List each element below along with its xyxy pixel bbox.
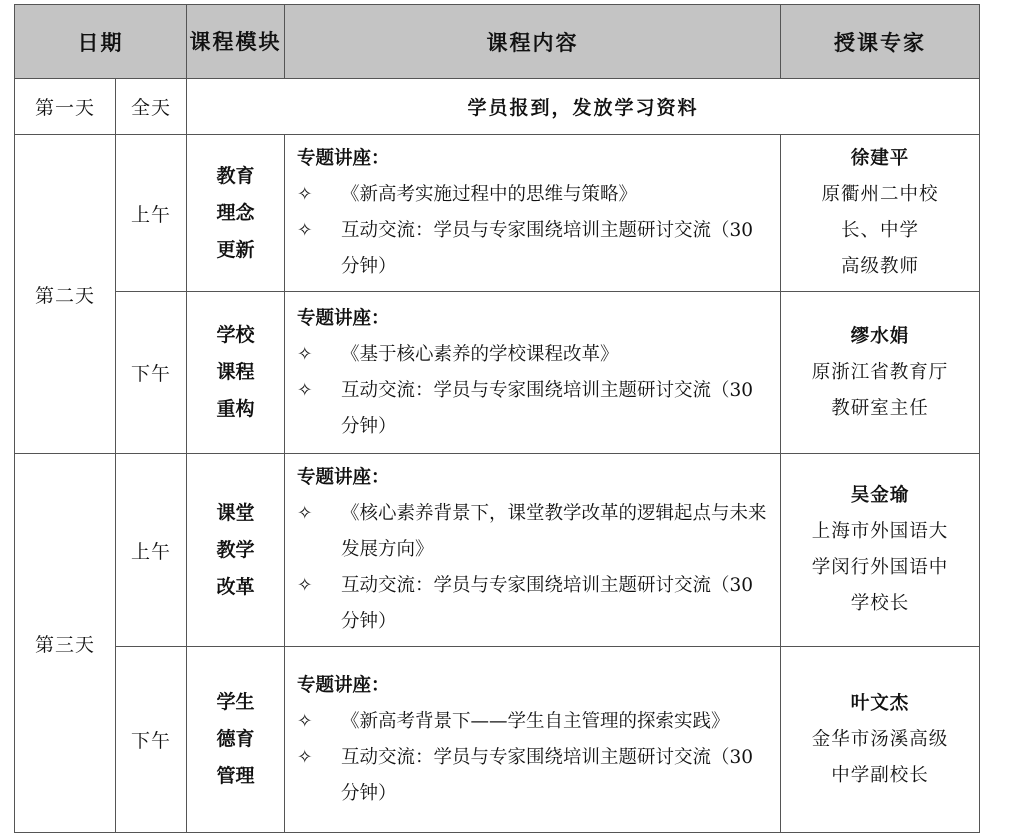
lecture-title: 专题讲座： [297,148,390,169]
module-line: 教育 [216,164,255,187]
day3-pm-module [187,647,285,833]
list-item: ✧ 互动交流：学员与专家围绕培训主题研讨交流（30 分钟） [297,213,772,285]
lecture-title: 专题讲座： [297,307,390,329]
header-date: 日期 [15,5,187,79]
expert-desc: 高级教师 [840,256,919,277]
expert-desc: 学校长 [850,593,910,614]
day2-pm-row [15,292,980,454]
expert-desc: 中学副校长 [831,764,929,786]
day2-am-expert [781,135,980,292]
expert-desc: 学闵行外国语中 [811,557,949,578]
day3-pm-row [15,647,980,833]
header-module: 课程模块 [187,5,285,79]
day3-am-expert [781,454,980,647]
diamond-bullet-icon: ✧ [297,746,313,768]
expert-desc: 原衢州二中校 [821,184,939,205]
day1-period: 全天 [116,79,187,135]
list-item: ✧ 互动交流：学员与专家围绕培训主题研讨交流（30 分钟） [297,373,772,445]
module-line: 改革 [216,575,255,598]
expert-name: 徐建平 [850,148,910,169]
module-line: 学校 [216,324,255,346]
training-schedule-table [14,4,980,833]
day2-label: 第二天 [15,135,116,454]
expert-desc: 金华市汤溪高级 [811,728,949,750]
expert-name: 吴金瑜 [850,485,910,506]
module-line: 管理 [216,765,255,787]
day1-row [15,79,980,135]
day2-pm-period: 下午 [116,292,187,454]
day3-am-content [285,454,781,647]
diamond-bullet-icon: ✧ [297,710,313,732]
list-item: ✧ 《新高考背景下——学生自主管理的探索实践》 [297,704,772,740]
day2-pm-content [285,292,781,454]
module-line: 更新 [216,238,255,261]
day2-am-row [15,135,980,292]
expert-desc: 长、中学 [840,220,919,241]
day3-label: 第三天 [15,454,116,833]
expert-desc: 教研室主任 [831,397,929,419]
module-line: 重构 [216,398,255,420]
diamond-bullet-icon: ✧ [297,379,313,401]
day2-pm-expert [781,292,980,454]
header-row [15,5,980,79]
list-item: ✧ 互动交流：学员与专家围绕培训主题研讨交流（30 分钟） [297,568,772,640]
expert-desc: 原浙江省教育厅 [811,361,949,383]
module-line: 课堂 [216,501,255,524]
lecture-title: 专题讲座： [297,674,390,696]
day3-pm-content [285,647,781,833]
module-line: 教学 [216,538,255,561]
module-line: 课程 [216,361,255,383]
header-expert: 授课专家 [781,5,980,79]
expert-name: 缪水娟 [850,325,910,347]
expert-desc: 上海市外国语大 [811,521,949,542]
list-item: ✧ 互动交流：学员与专家围绕培训主题研讨交流（30 分钟） [297,740,772,812]
list-item: ✧ 《核心素养背景下，课堂教学改革的逻辑起点与未来发展方向》 [297,496,772,568]
expert-name: 叶文杰 [850,692,910,714]
lecture-title: 专题讲座： [297,467,390,488]
day2-pm-module [187,292,285,454]
day3-am-module [187,454,285,647]
module-line: 理念 [216,201,255,224]
module-line: 德育 [216,728,255,750]
diamond-bullet-icon: ✧ [297,220,313,241]
day1-note: 学员报到，发放学习资料 [187,79,980,135]
day2-am-module [187,135,285,292]
list-item: ✧ 《基于核心素养的学校课程改革》 [297,337,772,373]
diamond-bullet-icon: ✧ [297,343,313,365]
day1-label: 第一天 [15,79,116,135]
module-line: 学生 [216,691,255,713]
day2-am-content [285,135,781,292]
day3-am-row [15,454,980,647]
day3-am-period: 上午 [116,454,187,647]
list-item: ✧ 《新高考实施过程中的思维与策略》 [297,177,772,213]
header-content: 课程内容 [285,5,781,79]
diamond-bullet-icon: ✧ [297,575,313,596]
diamond-bullet-icon: ✧ [297,503,313,524]
day3-pm-expert [781,647,980,833]
day2-am-period: 上午 [116,135,187,292]
day3-pm-period: 下午 [116,647,187,833]
diamond-bullet-icon: ✧ [297,184,313,205]
